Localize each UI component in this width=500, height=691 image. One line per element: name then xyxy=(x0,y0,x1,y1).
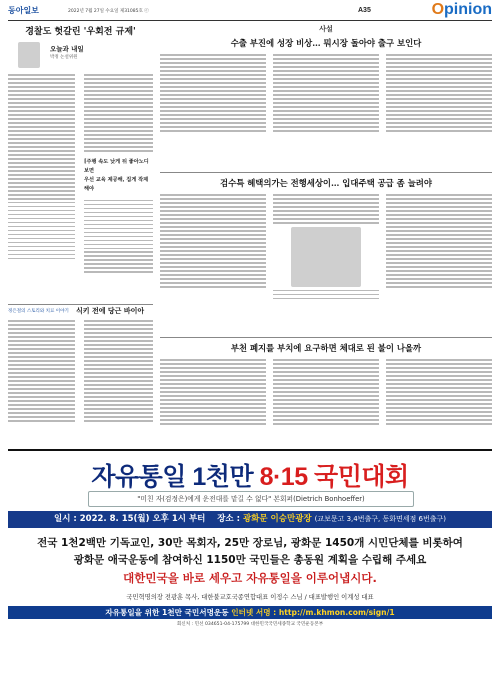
column-divider xyxy=(8,304,153,305)
byline-photo xyxy=(18,42,40,68)
editorial-label: 사설 xyxy=(319,24,333,33)
top-headline: 경찰도 헛갈린 '우회전 규제' xyxy=(25,27,136,37)
ad-place-label: 장소 : xyxy=(217,514,243,524)
left-column xyxy=(8,22,153,446)
pull-quote-line-1: [주행 속도 낮게 뒤 좋아노디보면 xyxy=(84,158,149,174)
section-title xyxy=(432,1,492,19)
editorial-3-body xyxy=(160,357,492,427)
ad-footer: 회신처 : 민선 034651-04-175799 대한민국국민세종학교 국민운동본부 xyxy=(176,622,324,627)
masthead xyxy=(8,1,492,21)
pull-quote xyxy=(84,158,153,194)
bottom-headline: 식키 전에 당근 바이아 xyxy=(76,306,145,315)
ad-place: 광화문 이승만광장 xyxy=(242,514,312,524)
page-number: A35 xyxy=(358,7,371,14)
ad-title xyxy=(8,457,492,493)
editorial-1-title: 수출 부진에 성장 비상… 뭐시장 돌아야 출구 보인다 xyxy=(230,38,422,48)
ad-line-2: 광화문 애국운동에 참여하신 1150만 국민들은 총동원 계획을 수립해 주세요 xyxy=(73,554,427,566)
ad-line-1: 전국 1천2백만 기독교인, 30만 목회자, 25만 장로님, 광화문 1450개 시민단체를 비롯하여 xyxy=(37,537,463,549)
editorial-2-title: 검수특 헤택의가는 전행세상이… 입대주택 공급 좀 늘려야 xyxy=(220,178,432,188)
article-body-1 xyxy=(8,72,75,262)
section-title-initial: O xyxy=(431,1,445,18)
article-body-2 xyxy=(84,72,153,275)
pull-quote-line-2: 우선 교육 제공해, 집게 작제해야 xyxy=(84,176,149,192)
editorial-2-body xyxy=(160,192,492,302)
byline-name: 박정 논설위원 xyxy=(50,55,78,60)
editorial-divider-1 xyxy=(160,172,492,173)
right-column xyxy=(160,22,492,446)
ad-place-note: (교보문고 3,4번출구, 동화면세점 6번출구) xyxy=(314,515,446,523)
section-title-rest: pinion xyxy=(444,1,492,18)
advertisement xyxy=(8,449,492,687)
editorial-divider-2 xyxy=(160,337,492,338)
ad-title-part1: 자유통일 1천만 xyxy=(91,463,254,491)
ad-date-bar xyxy=(8,511,492,528)
editorial-3-title: 부천 폐지를 부치에 요구하면 체대로 된 불이 나올까 xyxy=(230,343,422,353)
newspaper-logo: 동아일보 xyxy=(8,5,39,15)
ad-title-part2: 8·15 국민대회 xyxy=(259,463,409,491)
byline-label: 오늘과 내일 xyxy=(50,45,84,53)
date-line: 2022년 7월 27일 수요일 제31085호 ⓒ xyxy=(68,9,149,14)
ad-signature-bar xyxy=(8,606,492,619)
byline-block xyxy=(8,42,153,70)
ad-url-link[interactable]: 인터넷 서명 : http://m.khmon.com/sign/1 xyxy=(231,608,395,617)
ad-line-3: 대한민국을 바로 세우고 자유통일을 이루어냅시다. xyxy=(123,571,377,585)
ad-date: 일시 : 2022. 8. 15(월) 오후 1시 부터 xyxy=(54,514,206,524)
editorial-1-body xyxy=(160,52,492,134)
bottom-label: 정은철의 스토리와 치료 이야기 xyxy=(8,309,69,314)
ad-url-label: 자유통일을 위한 1천만 국민서명운동 xyxy=(105,608,232,617)
columnist-photo xyxy=(291,227,361,287)
ad-leaders: 국민혁명의장 전광훈 목사, 대한불교호국종연합대표 이정수 스님 / 대표발행인 이계성 대표 xyxy=(126,594,374,601)
ad-quote: "미친 자(검정은)에게 운전대를 맡길 수 없다" 본회퍼(Dietrich Bonhoeffer) xyxy=(88,491,414,507)
bottom-body xyxy=(8,318,153,424)
